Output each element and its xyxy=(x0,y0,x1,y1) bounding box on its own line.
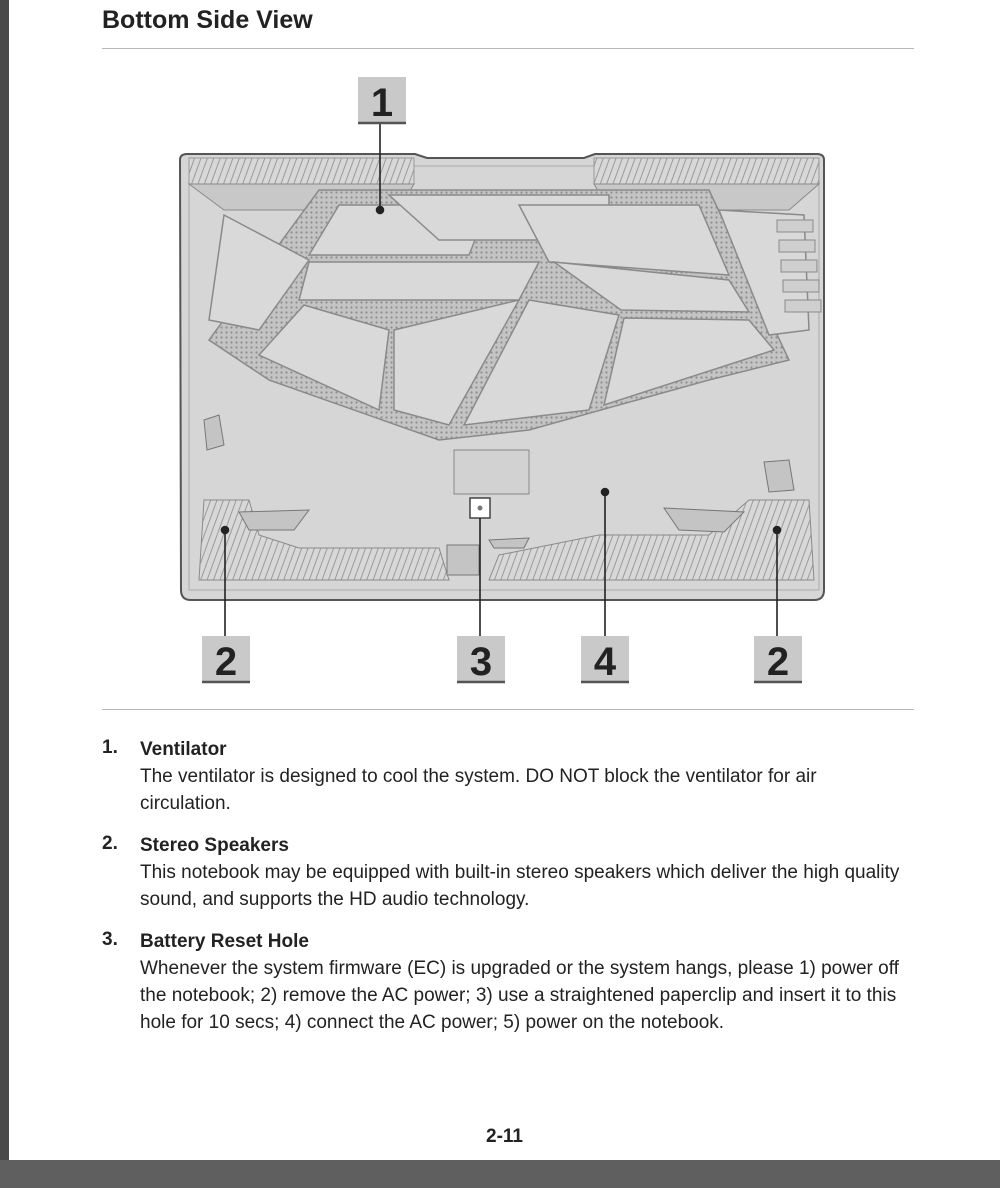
callout-1 xyxy=(358,77,406,125)
item-description: The ventilator is designed to cool the system. DO NOT block the ventilator for air circulation. xyxy=(140,766,817,814)
callout-label-1: 1 xyxy=(370,81,394,125)
list-item xyxy=(102,736,912,817)
callout-label-3: 3 xyxy=(469,640,493,684)
reset-hole-icon xyxy=(478,506,483,511)
feature-list xyxy=(102,736,912,1051)
section-divider xyxy=(102,709,914,710)
item-number: 3. xyxy=(102,929,118,950)
item-number: 1. xyxy=(102,737,118,758)
item-heading: Ventilator xyxy=(140,739,227,760)
callout-label-4: 4 xyxy=(593,640,617,684)
list-item xyxy=(102,928,912,1036)
viewer-bottom-bar xyxy=(0,1160,1000,1188)
callout-label-2-right: 2 xyxy=(766,640,790,684)
viewer-left-edge xyxy=(0,0,9,1160)
laptop-chassis xyxy=(180,154,824,600)
document-page xyxy=(9,0,1000,1160)
item-description: Whenever the system firmware (EC) is upgraded or the system hangs, please 1) power off the notebook; 2) remove the AC power; 3) use a straightened paperclip and insert it to this hole for 10 secs; 4) connect the AC power; 5) power on the notebook. xyxy=(140,958,899,1033)
callout-label-2-left: 2 xyxy=(214,640,238,684)
item-number: 2. xyxy=(102,833,118,854)
list-item xyxy=(102,832,912,913)
callout-2-left xyxy=(202,636,250,684)
laptop-bottom-diagram xyxy=(9,0,1000,700)
callout-2-right xyxy=(754,636,802,684)
item-heading: Stereo Speakers xyxy=(140,835,289,856)
page-title: Bottom Side View xyxy=(102,6,313,34)
label-plate xyxy=(454,450,529,494)
item-description: This notebook may be equipped with built-in stereo speakers which deliver the high quality sound, and supports the HD audio technology. xyxy=(140,862,900,910)
callout-3 xyxy=(457,636,505,684)
callout-4 xyxy=(581,636,629,684)
page-number: 2-11 xyxy=(486,1126,523,1147)
item-heading: Battery Reset Hole xyxy=(140,931,309,952)
